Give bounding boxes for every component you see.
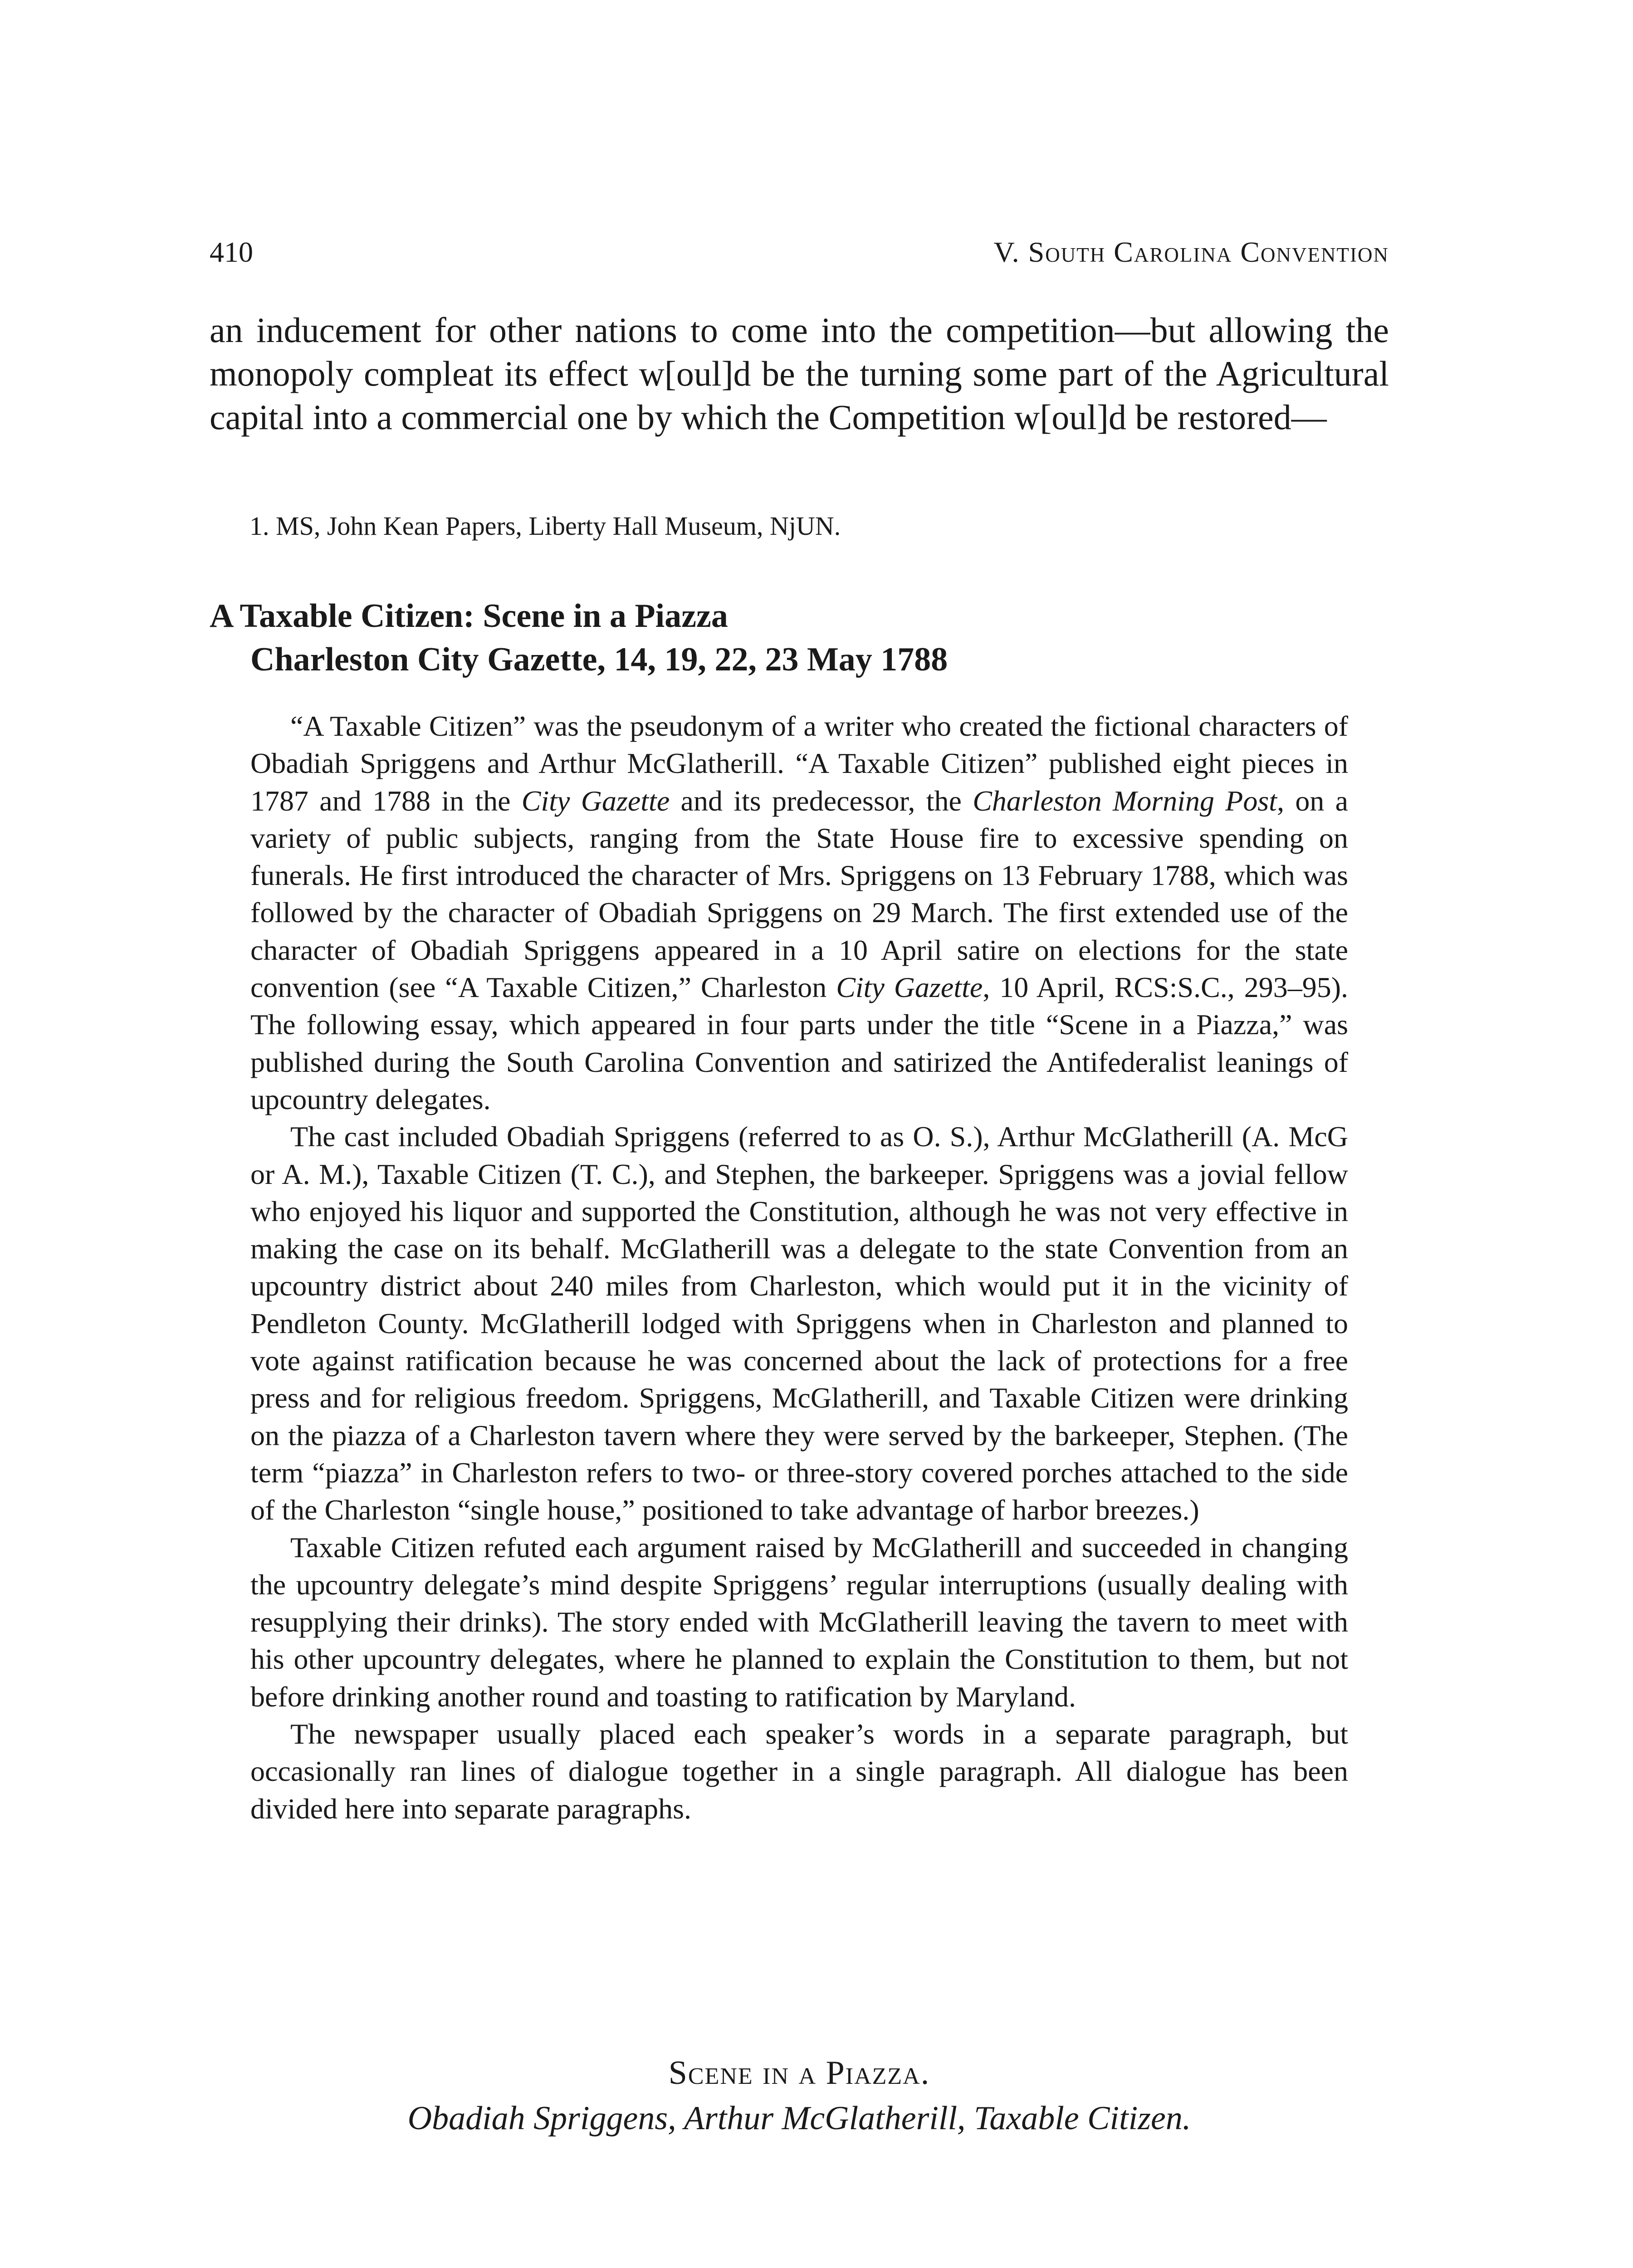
headnote bbox=[250, 708, 1348, 1828]
headnote-paragraph-2: The cast included Obadiah Spriggens (referred to as O. S.), Arthur McGlatherill (A. McG or A. M.), Taxable Citizen (T. C.), and Stephen, the barkeeper. Spriggens was a jovial fellow who enjoyed his liquor and supported the Constitution, although he was not very effective in making the case on its behalf. McGlatherill was a delegate to the state Convention from an upcountry district about 240 miles from Charleston, which would put it in the vicinity of Pendleton County. McGlatherill lodged with Spriggens when in Charleston and planned to vote against ratification because he was concerned about the lack of protections for a free press and for religious freedom. Spriggens, McGlatherill, and Taxable Citizen were drinking on the piazza of a Charleston tavern where they were served by the barkeeper, Stephen. (The term “piazza” in Charleston refers to two- or three-story covered porches attached to the side of the Charleston “single house,” positioned to take advantage of harbor breezes.) bbox=[250, 1120, 1348, 1526]
scene-cast: Obadiah Spriggens, Arthur McGlatherill, Taxable Citizen. bbox=[407, 2100, 1191, 2137]
newspaper-title: City Gazette bbox=[836, 971, 983, 1004]
headnote-paragraph-1 bbox=[250, 708, 1348, 1118]
footnote: 1. MS, John Kean Papers, Liberty Hall Museum, NjUN. bbox=[249, 511, 841, 541]
running-title: V. South Carolina Convention bbox=[993, 236, 1389, 268]
headnote-text: “A Taxable Citizen” was the pseudonym of a writer who created the fictional characters of Obadiah Spriggens and Arthur McGlatherill. “A Taxable Citizen” published eight pieces in 1787 and 1788 in the bbox=[250, 710, 1348, 817]
headnote-text: , 10 April, RCS:S.C., 293–95). The following essay, which appeared in four parts under the title “Scene in a Piazza,” was published during the South Carolina Convention and satirized the Antifederalist leanings of upcountry delegates. bbox=[250, 971, 1349, 1115]
newspaper-title: Charleston Morning Post bbox=[973, 784, 1277, 817]
document-title-line-2: Charleston City Gazette, 14, 19, 22, 23 May 1788 bbox=[250, 641, 948, 678]
headnote-text: and its predecessor, the bbox=[670, 784, 973, 817]
headnote-paragraph-3: Taxable Citizen refuted each argument raised by McGlatherill and succeeded in changing the upcountry delegate’s mind despite Spriggens’ regular interruptions (usually dealing with resupplying their drinks). The story ended with McGlatherill leaving the tavern to meet with his other upcountry delegates, where he planned to explain the Constitution to them, but not before drinking another round and toasting to ratification by Maryland. bbox=[250, 1531, 1348, 1713]
newspaper-title: City Gazette bbox=[521, 784, 670, 817]
scene-heading-block bbox=[210, 2050, 1389, 2141]
carryover-paragraph: an inducement for other nations to come into the competition—but allowing the monopoly compleat its effect w[oul]d be the turning some part of the Agricultural capital into a commercial one by which the Competition w[oul]d be restored— bbox=[210, 310, 1389, 437]
scene-heading: Scene in a Piazza. bbox=[668, 2054, 930, 2092]
running-head bbox=[210, 225, 1389, 279]
page-number: 410 bbox=[210, 236, 253, 268]
headnote-text: , on a variety of public subjects, ranging from the State House fire to excessive spending on funerals. He first introduced the character of Mrs. Spriggens on 13 February 1788, which was followed by the character of Obadiah Spriggens on 29 March. The first extended use of the character of Obadiah Spriggens appeared in a 10 April satire on elections for the state convention (see “A Taxable Citizen,” Charleston bbox=[250, 784, 1349, 1004]
document-title-line-1: A Taxable Citizen: Scene in a Piazza bbox=[210, 597, 728, 635]
document-title bbox=[210, 594, 1434, 681]
headnote-paragraph-4: The newspaper usually placed each speaker’s words in a separate paragraph, but occasionally ran lines of dialogue together in a single paragraph. All dialogue has been divided here into separate paragraphs. bbox=[250, 1718, 1348, 1825]
